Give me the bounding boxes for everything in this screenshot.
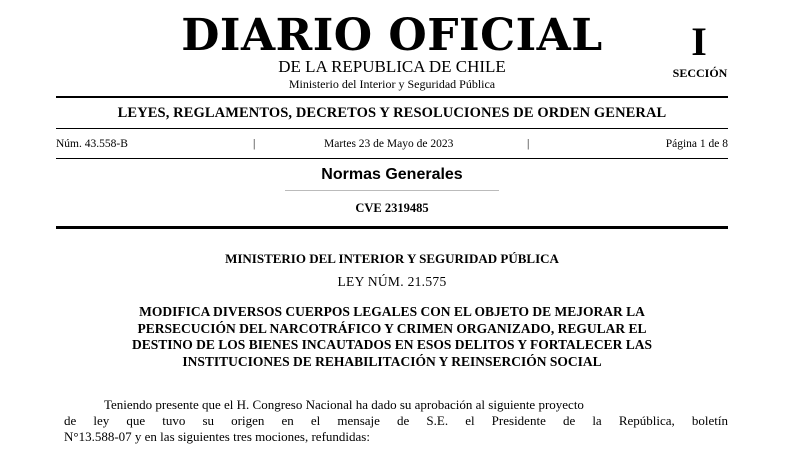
cve-code: CVE 2319485 — [355, 201, 429, 215]
section-number: I — [691, 19, 707, 64]
body-line: de ley que tuvo su origen en el mensaje de S.E. el Presidente de la República, boletín — [64, 413, 728, 428]
body-paragraph — [64, 397, 728, 445]
section-title-underline — [285, 190, 499, 191]
issue-rule — [56, 158, 728, 159]
law-title-line: MODIFICA DIVERSOS CUERPOS LEGALES CON EL OBJETO DE MEJORAR LA — [139, 304, 645, 319]
ministry-heading: MINISTERIO DEL INTERIOR Y SEGURIDAD PÚBLICA — [225, 251, 559, 266]
section-title: Normas Generales — [321, 166, 463, 183]
issue-date: Martes 23 de Mayo de 2023 — [324, 138, 454, 150]
masthead-title: DIARIO OFICIAL — [181, 10, 603, 61]
law-title-line: DESTINO DE LOS BIENES INCAUTADOS EN ESOS DELITOS Y FORTALECER LAS — [132, 337, 652, 352]
heavy-rule — [56, 226, 728, 229]
law-title-line: PERSECUCIÓN DEL NARCOTRÁFICO Y CRIMEN ORGANIZADO, REGULAR EL — [137, 320, 647, 336]
header-rule — [56, 96, 728, 98]
issue-separator: | — [527, 138, 530, 150]
law-number: LEY NÚM. 21.575 — [337, 274, 447, 289]
body-line: Teniendo presente que el H. Congreso Nacional ha dado su aprobación al siguiente proyecto — [104, 397, 584, 412]
issue-number: Núm. 43.558-B — [56, 138, 128, 150]
law-title — [80, 304, 704, 370]
banner-rule — [56, 128, 728, 129]
category-banner: LEYES, REGLAMENTOS, DECRETOS Y RESOLUCIONES DE ORDEN GENERAL — [117, 105, 667, 121]
body-line: N°13.588-07 y en las siguientes tres mociones, refundidas: — [64, 429, 370, 444]
section-label: SECCIÓN — [672, 66, 728, 80]
masthead-ministry: Ministerio del Interior y Seguridad Pública — [288, 77, 496, 91]
issue-separator: | — [253, 138, 256, 150]
page-indicator: Página 1 de 8 — [665, 138, 728, 150]
masthead-subtitle: DE LA REPUBLICA DE CHILE — [278, 57, 506, 76]
law-title-line: INSTITUCIONES DE REHABILITACIÓN Y REINSERCIÓN SOCIAL — [182, 353, 602, 369]
